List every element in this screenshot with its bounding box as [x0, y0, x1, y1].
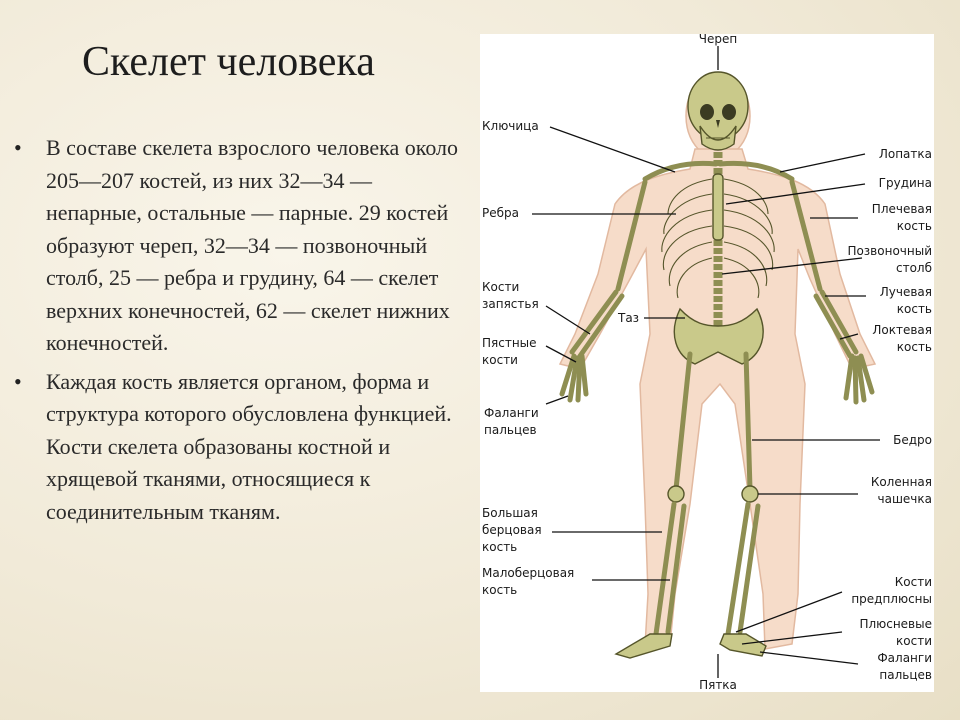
label-ribs: Ребра: [482, 206, 519, 220]
label-phalanges-hand-line2: пальцев: [484, 423, 537, 437]
skeleton-diagram: [480, 34, 934, 692]
bullet-text: Каждая кость является органом, форма и структура которого обусловлена функцией. Кости скелета образованы костной и хрящевой тканями, относящиеся к соединительным тканям.: [46, 368, 452, 524]
label-tibia-line1: Большая: [482, 506, 538, 520]
label-spine-line1: Позвоночный: [847, 244, 932, 258]
bullet-text: В составе скелета взрослого человека около 205—207 костей, из них 32—34 — непарные, остальные — парные. 29 костей образуют череп, 32—34 — позвоночный столб, 25 — ребра и грудину, 64 — скелет верхних конечностей, 62 — скелет нижних конечностей.: [46, 135, 459, 355]
label-radius-line1: Лучевая: [879, 285, 932, 299]
label-phalanges-foot-line1: Фаланги: [877, 651, 932, 665]
label-radius-line2: кость: [896, 302, 932, 316]
bullet-item-bone-organ: [14, 366, 462, 529]
skeleton-illustration: [480, 34, 934, 692]
label-metacarpals-line1: Пястные: [482, 336, 537, 350]
label-spine-line2: столб: [896, 261, 932, 275]
label-tibia-line2: берцовая: [482, 523, 542, 537]
label-phalanges-hand-line1: Фаланги: [484, 406, 539, 420]
label-patella-line2: чашечка: [877, 492, 932, 506]
label-carpals-line1: Кости: [482, 280, 520, 294]
label-humerus-line1: Плечевая: [871, 202, 932, 216]
sternum-bone: [713, 174, 723, 240]
bullet-marker: •: [14, 368, 22, 394]
bullet-list: [14, 132, 462, 534]
bullet-marker: •: [14, 135, 22, 160]
label-skull: Череп: [698, 34, 738, 46]
label-clavicle: Ключица: [482, 119, 539, 133]
foot-bones: [616, 634, 766, 658]
label-metacarpals-line2: кости: [482, 353, 518, 367]
label-metatarsals-line2: кости: [896, 634, 932, 648]
label-phalanges-foot-line2: пальцев: [879, 668, 932, 682]
label-ulna-line2: кость: [896, 340, 932, 354]
label-tibia-line3: кость: [482, 540, 518, 554]
label-ulna-line1: Локтевая: [872, 323, 932, 337]
label-fibula-line1: Малоберцовая: [482, 566, 575, 580]
label-tarsals-line2: предплюсны: [851, 592, 932, 606]
label-scapula: Лопатка: [878, 147, 932, 161]
label-pelvis: Таз: [618, 311, 640, 325]
label-humerus-line2: кость: [896, 219, 932, 233]
label-carpals-line2: запястья: [482, 297, 539, 311]
label-metatarsals-line1: Плюсневые: [859, 617, 932, 631]
label-tarsals-line1: Кости: [894, 575, 932, 589]
bullet-item-bone-count: [14, 132, 462, 360]
slide-title: Скелет человека: [82, 39, 375, 85]
label-heel: Пятка: [699, 678, 737, 692]
label-sternum: Грудина: [878, 176, 932, 190]
label-fibula-line2: кость: [482, 583, 518, 597]
label-femur: Бедро: [893, 433, 932, 447]
label-patella-line1: Коленная: [870, 475, 932, 489]
